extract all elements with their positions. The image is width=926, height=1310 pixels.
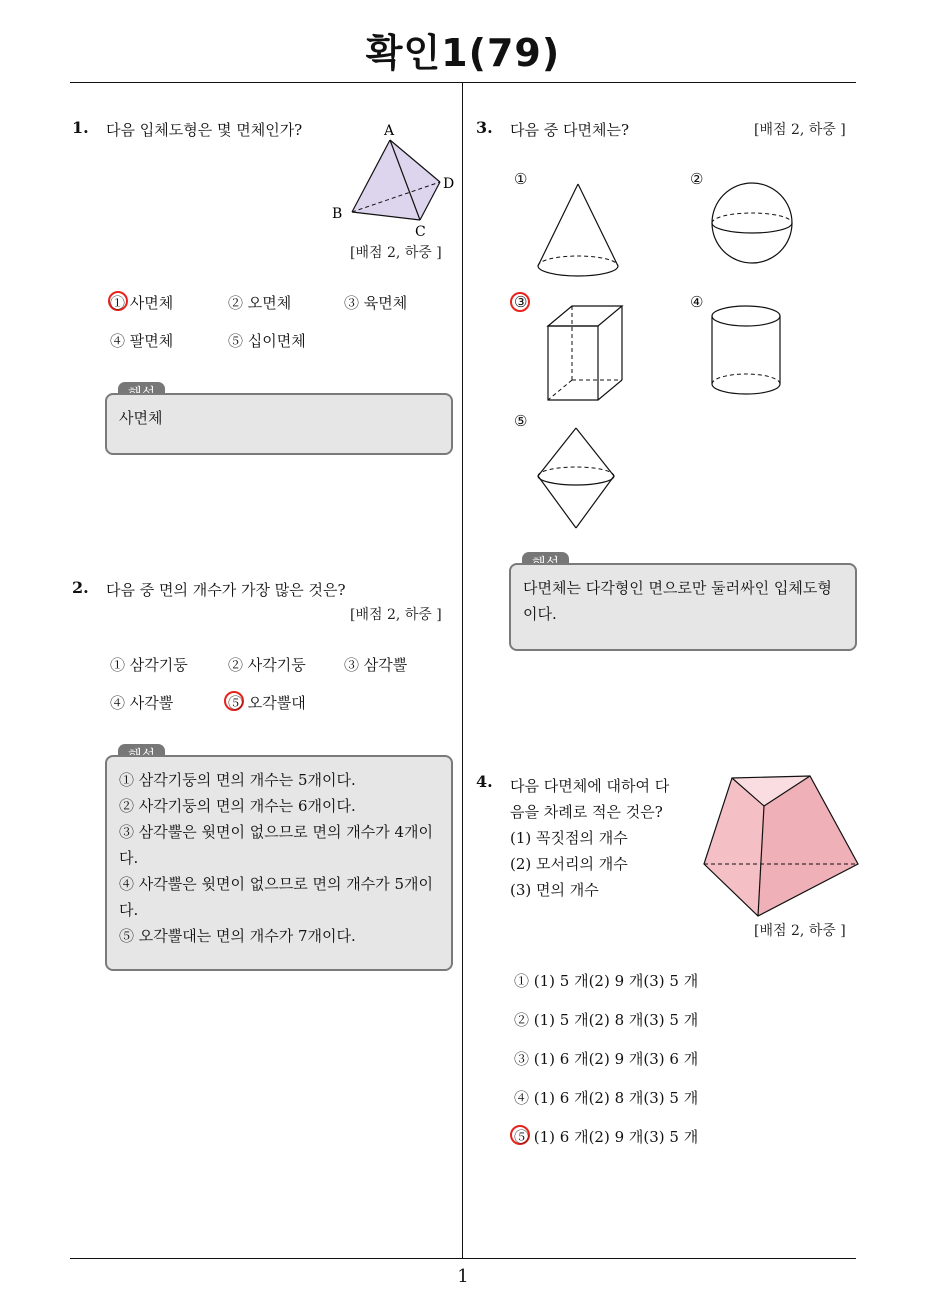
q2-explanation-line-3: ③ 삼각뿔은 윗면이 없으므로 면의 개수가 4개이 <box>119 823 433 841</box>
page-number: 1 <box>457 1266 469 1287</box>
header-rule <box>70 82 856 83</box>
q2-option-5[interactable]: ⑤ 오각뿔대 <box>228 694 306 712</box>
q2-explanation-line-2: ② 사각기둥의 면의 개수는 6개이다. <box>119 797 356 815</box>
q3-sphere-figure <box>706 178 802 270</box>
q4-text-line-5: (3) 면의 개수 <box>510 881 599 899</box>
q3-option-1[interactable]: ① <box>514 170 528 188</box>
footer-rule <box>70 1258 856 1259</box>
q4-option-4[interactable]: ④ (1) 6 개(2) 8 개(3) 5 개 <box>514 1089 699 1107</box>
q3-cone-figure <box>530 178 630 284</box>
q4-text-line-3: (1) 꼭짓점의 개수 <box>510 829 628 847</box>
q2-explanation-line-1: ① 삼각기둥의 면의 개수는 5개이다. <box>119 771 356 789</box>
q2-explanation-line-6: 다. <box>119 901 139 919</box>
q2-option-1[interactable]: ① 삼각기둥 <box>110 656 188 674</box>
q3-prism-figure <box>540 300 630 406</box>
q2-option-3[interactable]: ③ 삼각뿔 <box>344 656 408 674</box>
label-a: A <box>384 123 395 139</box>
q2-explanation-box <box>105 755 453 971</box>
q4-text-line-4: (2) 모서리의 개수 <box>510 855 628 873</box>
q3-text: 다음 중 다면체는? <box>510 121 630 139</box>
q1-option-5[interactable]: ⑤ 십이면체 <box>228 332 306 350</box>
q3-option-5[interactable]: ⑤ <box>514 412 528 430</box>
q4-number: 4. <box>476 772 493 791</box>
q1-tetrahedron-figure <box>330 120 460 240</box>
q3-explanation-line-2: 이다. <box>523 605 557 623</box>
q3-option-2[interactable]: ② <box>690 170 704 188</box>
q4-text <box>510 773 669 903</box>
q3-score: [배점 2, 하중 ] <box>754 122 846 138</box>
q1-option-3[interactable]: ③ 육면체 <box>344 294 408 312</box>
q4-option-2[interactable]: ② (1) 5 개(2) 8 개(3) 5 개 <box>514 1011 699 1029</box>
q2-option-2[interactable]: ② 사각기둥 <box>228 656 306 674</box>
q2-explanation-line-7: ⑤ 오각뿔대는 면의 개수가 7개이다. <box>119 927 356 945</box>
q1-score: [배점 2, 하중 ] <box>350 245 442 261</box>
q2-number: 2. <box>72 578 89 597</box>
column-divider <box>462 82 463 1258</box>
q1-option-2[interactable]: ② 오면체 <box>228 294 292 312</box>
q3-cylinder-figure <box>706 302 790 402</box>
label-b: B <box>332 206 343 222</box>
page-title: 확인1(79) <box>365 31 561 75</box>
q1-option-1[interactable]: ① 사면체 <box>110 294 174 312</box>
q3-option-4[interactable]: ④ <box>690 293 704 311</box>
q1-explanation-box <box>105 393 453 455</box>
label-d: D <box>443 176 455 192</box>
q4-option-5[interactable]: ⑤ (1) 6 개(2) 9 개(3) 5 개 <box>514 1128 699 1146</box>
q3-double-cone-figure <box>530 424 626 532</box>
q2-explanation-line-5: ④ 사각뿔은 윗면이 없으므로 면의 개수가 5개이 <box>119 875 433 893</box>
q3-explanation-box <box>509 563 857 651</box>
q1-explanation-line: 사면체 <box>119 409 163 427</box>
q4-pentagon-frustum-figure <box>698 772 860 922</box>
q1-number: 1. <box>72 118 89 137</box>
q4-option-1[interactable]: ① (1) 5 개(2) 9 개(3) 5 개 <box>514 972 699 990</box>
q1-text: 다음 입체도형은 몇 면체인가? <box>106 121 303 139</box>
q3-option-3[interactable]: ③ <box>514 293 528 311</box>
q4-option-3[interactable]: ③ (1) 6 개(2) 9 개(3) 6 개 <box>514 1050 699 1068</box>
q4-text-line-1: 다음 다면체에 대하여 다 <box>510 777 670 795</box>
label-c: C <box>415 224 426 240</box>
q3-explanation-line-1: 다면체는 다각형인 면으로만 둘러싸인 입체도형 <box>523 579 832 597</box>
q2-score: [배점 2, 하중 ] <box>350 607 442 623</box>
q2-option-4[interactable]: ④ 사각뿔 <box>110 694 174 712</box>
q2-explanation-line-4: 다. <box>119 849 139 867</box>
q1-option-4[interactable]: ④ 팔면체 <box>110 332 174 350</box>
q2-text: 다음 중 면의 개수가 가장 많은 것은? <box>106 581 346 599</box>
q3-number: 3. <box>476 118 493 137</box>
q4-score: [배점 2, 하중 ] <box>754 923 846 939</box>
q4-text-line-2: 음을 차례로 적은 것은? <box>510 803 663 821</box>
